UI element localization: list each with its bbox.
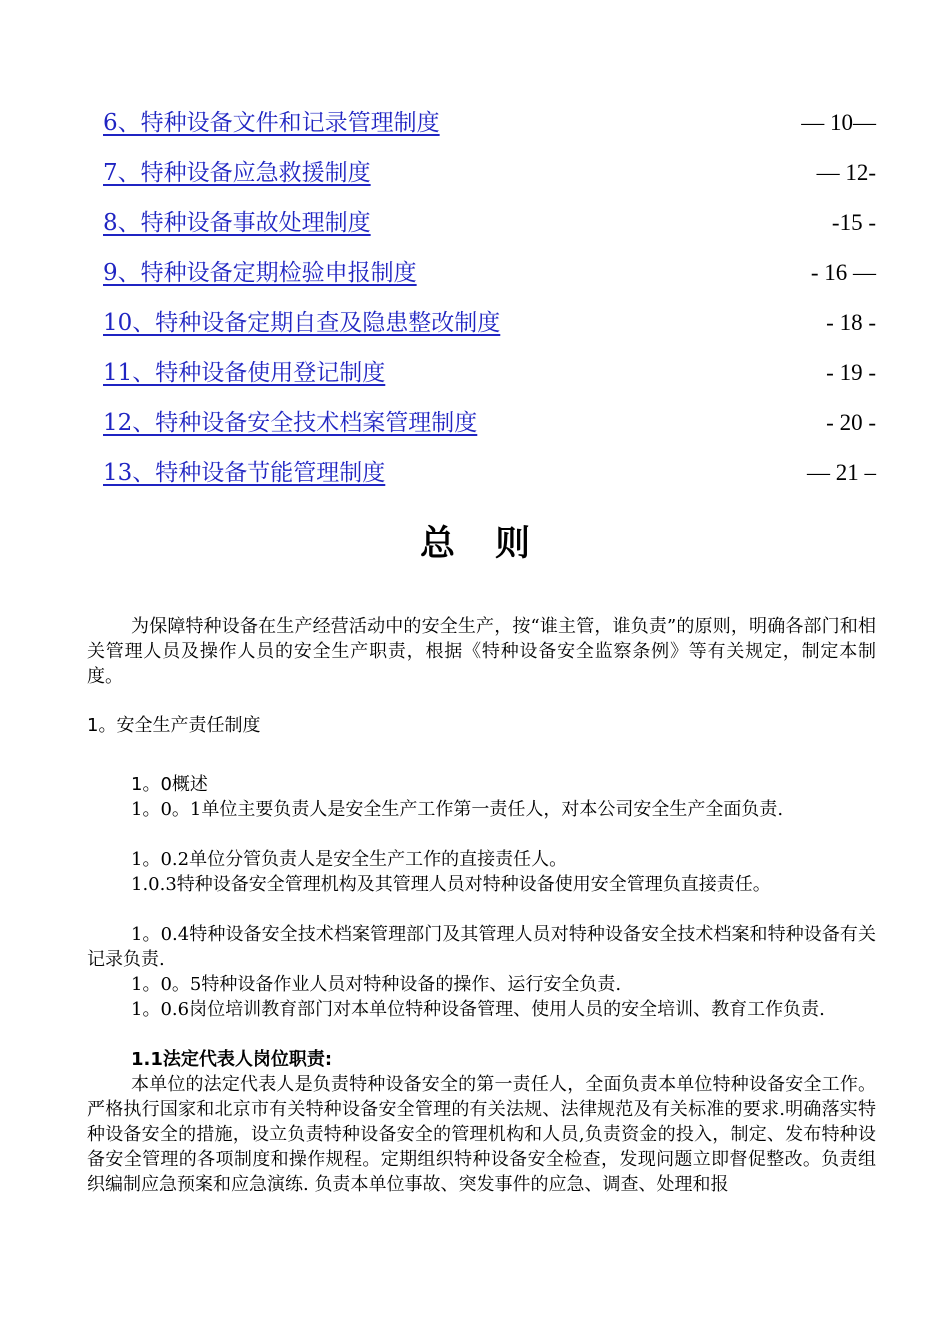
toc-entry[interactable] [103,158,876,188]
toc-link[interactable]: 12、特种设备安全技术档案管理制度 [103,410,478,436]
responsibility-item: 1。0。1单位主要负责人是安全生产工作第一责任人，对本公司安全生产全面负责. [131,799,784,820]
toc-link[interactable]: 6、特种设备文件和记录管理制度 [103,110,440,136]
toc-page-number: — 10— [801,110,876,135]
toc-entry[interactable] [103,258,876,288]
toc-page-number: — 21 – [807,460,876,485]
responsibility-item: 1。0.6岗位培训教育部门对本单位特种设备管理、使用人员的安全培训、教育工作负责. [131,999,825,1020]
responsibility-item: 1。0.4特种设备安全技术档案管理部门及其管理人员对特种设备安全技术档案和特种设备有关记录负责. [87,924,876,970]
legal-rep-duties-paragraph: 本单位的法定代表人是负责特种设备安全的第一责任人，全面负责本单位特种设备安全工作。严格执行国家和北京市有关特种设备安全管理的有关法规、法律规范及有关标准的要求.明确落实特种设备安全的措施，设立负责特种设备安全的管理机构和人员,负责资金的投入，制定、发布特种设备安全管理的各项制度和操作规程。定期组织特种设备安全检查，发现问题立即督促整改。负责组织编制应急预案和应急演练. 负责本单位事故、突发事件的应急、调查、处理和报 [87,1074,876,1195]
toc-page-number: - 16 — [810,260,876,285]
intro-paragraph: 为保障特种设备在生产经营活动中的安全生产，按“谁主管，谁负责”的原则，明确各部门和相关管理人员及操作人员的安全生产职责，根据《特种设备安全监察条例》等有关规定，制定本制度。 [87,616,876,687]
toc-link[interactable]: 7、特种设备应急救援制度 [103,160,371,186]
toc-page-number: - 18 - [826,310,876,335]
toc-entry[interactable] [103,408,876,438]
toc-entry[interactable] [103,358,876,388]
toc-link[interactable]: 9、特种设备定期检验申报制度 [103,260,417,286]
toc-page-number: — 12- [816,160,876,185]
responsibility-item: 1。0。5特种设备作业人员对特种设备的操作、运行安全负责. [131,974,622,995]
toc-entry[interactable] [103,458,876,488]
toc-link[interactable]: 13、特种设备节能管理制度 [103,460,386,486]
subsection-heading: 1.1法定代表人岗位职责: [131,1049,333,1070]
toc-entry[interactable] [103,108,876,138]
toc-link[interactable]: 11、特种设备使用登记制度 [103,360,386,386]
toc-page-number: - 20 - [826,410,876,435]
responsibility-item: 1。0.2单位分管负责人是安全生产工作的直接责任人。 [131,849,568,870]
toc-entry[interactable] [103,308,876,338]
responsibility-item: 1.0.3特种设备安全管理机构及其管理人员对特种设备使用安全管理负直接责任。 [131,874,771,895]
section-title: 总则 [419,524,570,564]
toc-link[interactable]: 8、特种设备事故处理制度 [103,210,371,236]
toc-entry[interactable] [103,208,876,238]
section-heading: 1。安全生产责任制度 [87,715,261,736]
toc-link[interactable]: 10、特种设备定期自查及隐患整改制度 [103,310,501,336]
toc-page-number: -15 - [831,210,876,235]
overview-heading: 1。0概述 [131,774,208,795]
toc-page-number: - 19 - [826,360,876,385]
